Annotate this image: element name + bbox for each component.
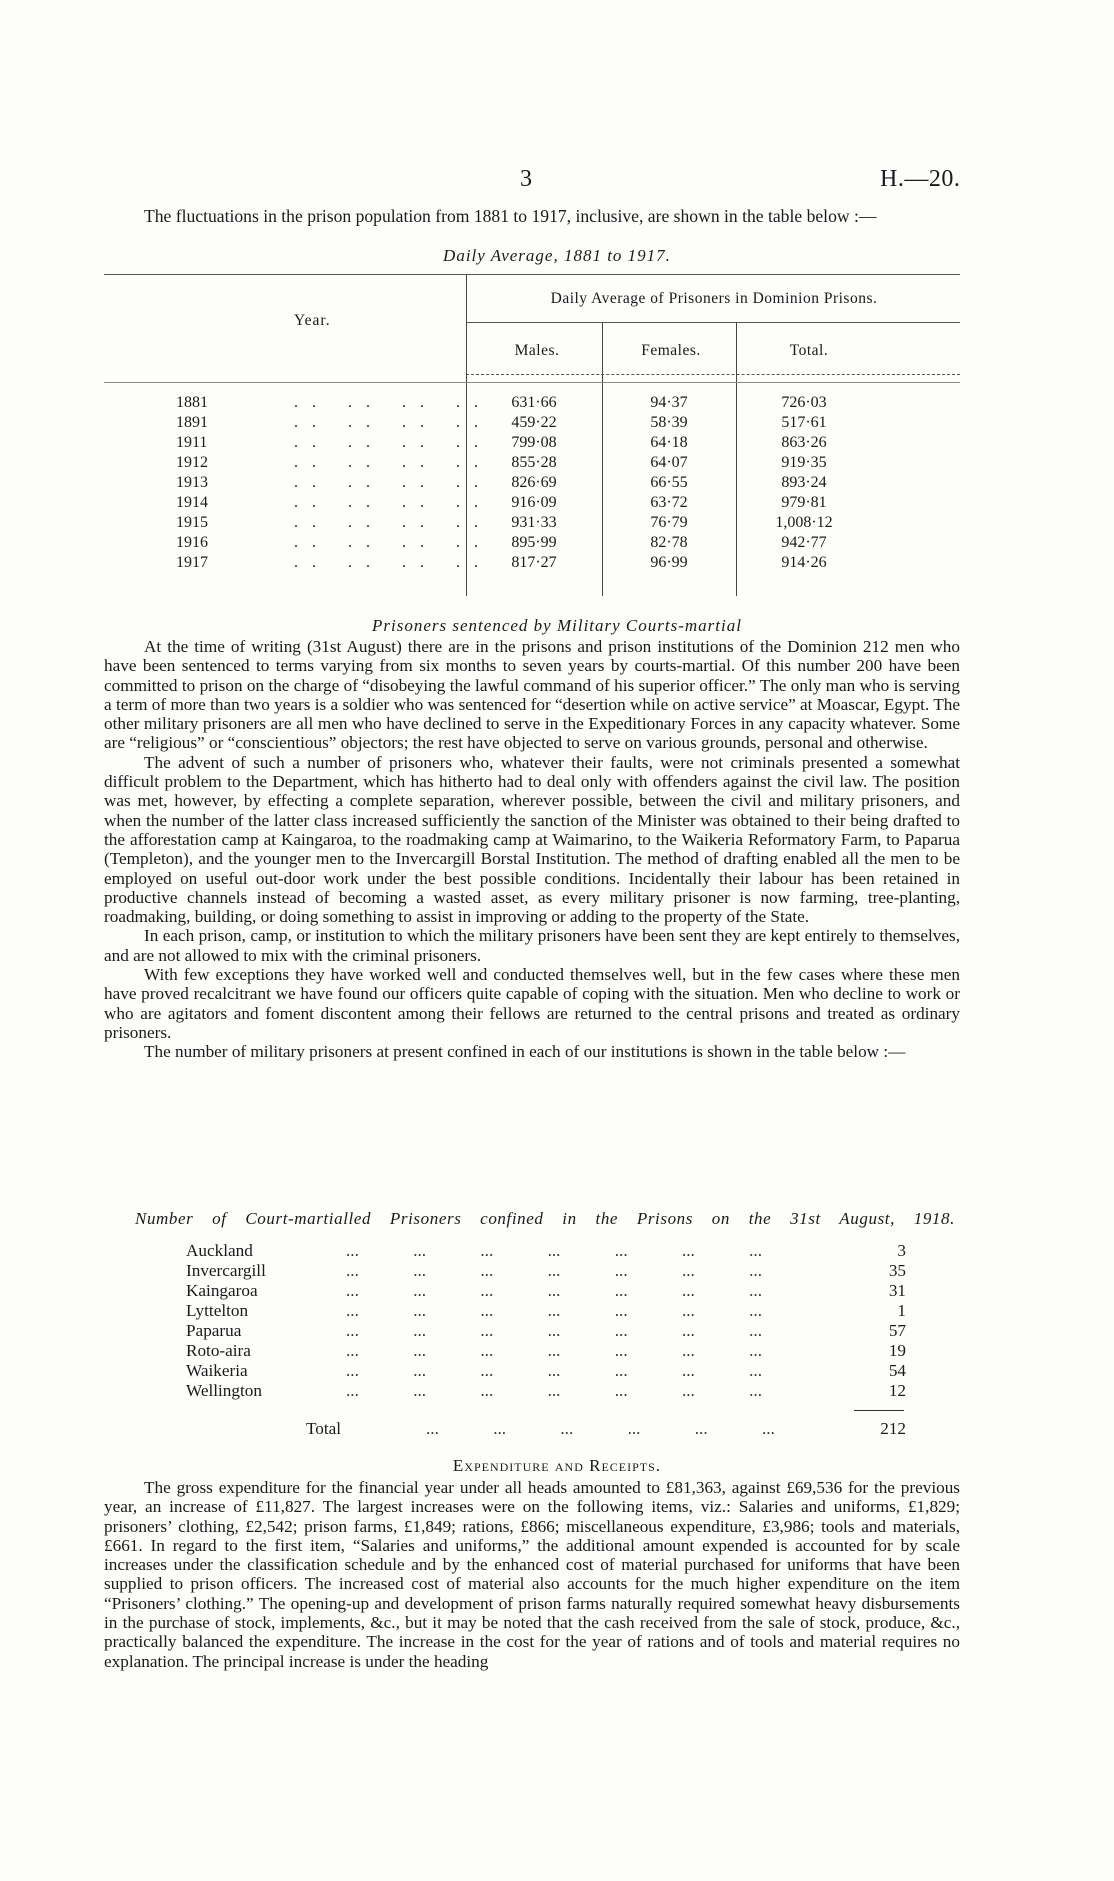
col-header-rule — [466, 374, 960, 375]
row-males: 826·69 — [511, 474, 557, 491]
paragraph: The advent of such a number of prisoners who, whatever their faults, were not criminals presented a somewhat difficult problem to the Department, which has hitherto had to deal only with offenders against the civil law. The position was met, however, by effecting a complete separation, wherever possible, between the civil and military prisoners, and when the number of the latter class increased sufficiently the sanction of the Minister was obtained to their being drafted to the afforestation camp at Kaingaroa, to the roadmaking camp at Waimarino, to the Waikeria Reformatory Farm, to Paparua (Templeton), and the younger men to the Invercargill Borstal Institution. The method of drafting enabled all the men to be employed on useful out-door work under the best possible conditions. Incidentally their labour has been retained in productive channels instead of becoming a wasted asset, as every military prisoner is now farming, tree-planting, roadmaking, building, or doing something to assist in improving or adding to the property of the State. — [104, 752, 960, 927]
intro-paragraph: The fluctuations in the prison population from 1881 to 1917, inclusive, are shown in the table below :— — [144, 206, 877, 226]
list-item — [186, 1361, 906, 1381]
institution-count: 54 — [888, 1361, 906, 1380]
institution-count: 19 — [888, 1341, 906, 1360]
row-total: 726·03 — [781, 394, 827, 411]
leader-dots: .. .. .. .. — [294, 514, 492, 531]
list-item — [186, 1241, 906, 1261]
table-row — [104, 454, 960, 474]
institution-count: 35 — [888, 1261, 906, 1280]
leader-dots: ... ... ... ... ... ... ... — [346, 1361, 763, 1380]
total-label: Total — [306, 1419, 342, 1438]
table-row — [104, 414, 960, 434]
leader-dots: .. .. .. .. — [294, 474, 492, 491]
table-row — [104, 394, 960, 414]
group-header: Daily Average of Prisoners in Dominion Prisons. — [550, 290, 878, 307]
leader-dots: ... ... ... ... ... ... ... — [346, 1381, 763, 1400]
paragraph: In each prison, camp, or institution to which the military prisoners have been sent they are kept entirely to themselves, and are not allowed to mix with the criminal prisoners. — [104, 926, 960, 965]
list-item — [186, 1281, 906, 1301]
row-total: 919·35 — [781, 454, 827, 471]
table-row — [104, 554, 960, 574]
leader-dots: ... ... ... ... ... ... ... — [346, 1281, 763, 1300]
institution-name: Roto-aira — [186, 1341, 251, 1360]
expenditure-title: Expenditure and Receipts. — [452, 1456, 662, 1475]
leader-dots: .. .. .. .. — [294, 454, 492, 471]
col-header-total: Total. — [789, 342, 829, 359]
leader-dots: ... ... ... ... ... ... ... — [346, 1341, 763, 1360]
paragraph: At the time of writing (31st August) there are in the prisons and prison institutions of the Dominion 212 men who have been sentenced to terms varying from six months to seven years by courts-martial. Of this number 200 have been committed to prison on the charge of “disobeying the lawful command of his superior officer.” The only man who is serving a term of more than two years is a soldier who was sentenced for “desertion while on active service” at Moascar, Egypt. The other military prisoners are all men who have declined to serve in the Expeditionary Forces in any capacity whatever. Some are “religious” or “conscientious” objectors; the rest have objected to serve on various grounds, personal and otherwise. — [104, 637, 960, 753]
total-rule — [854, 1410, 904, 1411]
leader-dots: .. .. .. .. — [294, 434, 492, 451]
table-row — [104, 494, 960, 514]
row-females: 66·55 — [650, 474, 688, 491]
leader-dots: ... ... ... ... ... ... ... — [346, 1241, 763, 1260]
table-row — [104, 514, 960, 534]
row-total: 914·26 — [781, 554, 827, 571]
leader-dots: .. .. .. .. — [294, 394, 492, 411]
row-males: 631·66 — [511, 394, 557, 411]
table-row — [104, 534, 960, 554]
row-total: 979·81 — [781, 494, 827, 511]
leader-dots: .. .. .. .. — [294, 554, 492, 571]
table-row — [104, 434, 960, 454]
row-females: 63·72 — [650, 494, 688, 511]
row-males: 855·28 — [511, 454, 557, 471]
row-males: 931·33 — [511, 514, 557, 531]
row-females: 58·39 — [650, 414, 688, 431]
row-year: 1915 — [176, 514, 208, 531]
row-year: 1912 — [176, 454, 208, 471]
table-top-rule — [104, 274, 960, 275]
institution-count: 3 — [897, 1241, 906, 1260]
leader-dots: ... ... ... ... ... ... ... — [346, 1321, 763, 1340]
table-header-rule — [104, 382, 960, 383]
institution-count: 12 — [888, 1381, 906, 1400]
row-year: 1891 — [176, 414, 208, 431]
institution-name: Paparua — [186, 1321, 242, 1340]
row-females: 94·37 — [650, 394, 688, 411]
list-item — [186, 1261, 906, 1281]
institution-name: Kaingaroa — [186, 1281, 258, 1300]
paragraph: With few exceptions they have worked well and conducted themselves well, but in the few cases where these men have proved recalcitrant we have found our officers quite capable of coping with the situation. Men who decline to work or who are agitators and foment discontent among their fellows are returned to the central prisons and treated as ordinary prisoners. — [104, 965, 960, 1042]
row-total: 893·24 — [781, 474, 827, 491]
leader-dots: .. .. .. .. — [294, 534, 492, 551]
row-females: 64·18 — [650, 434, 688, 451]
row-total: 863·26 — [781, 434, 827, 451]
expenditure-body — [104, 1478, 960, 1671]
leader-dots: .. .. .. .. — [294, 414, 492, 431]
total-row — [186, 1419, 906, 1439]
leader-dots: ... ... ... ... ... ... — [426, 1419, 775, 1438]
paragraph: The gross expenditure for the financial year under all heads amounted to £81,363, against £69,536 for the previous year, an increase of £11,827. The largest increases were on the following items, viz.: Salaries and uniforms, £1,829; prisoners’ clothing, £2,542; prison farms, £1,849; rations, £866; miscellaneous expenditure, £3,986; tools and materials, £661. In regard to the first item, “Salaries and uniforms,” the additional amount expended is accounted for by scale increases under the classification schedule and by the enhanced cost of material purchased for uniforms that have been supplied to prison officers. The increased cost of material also accounts for the much higher expenditure on the item “Prisoners’ clothing.” The opening-up and development of prison farms naturally required somewhat heavy disbursements in the purchase of stock, implements, &c., but it may be noted that the cash received from the sale of stock, produce, &c., practically balanced the expenditure. The increase in the cost for the year of rations and of tools and material requires no explanation. The principal increase is under the heading — [104, 1478, 960, 1671]
year-header: Year. — [294, 312, 331, 329]
row-females: 82·78 — [650, 534, 688, 551]
institution-name: Waikeria — [186, 1361, 248, 1380]
military-table-caption: Number of Court-martialled Prisoners confined in the Prisons on the 31st August, 1918. — [135, 1209, 955, 1228]
leader-dots: ... ... ... ... ... ... ... — [346, 1261, 763, 1280]
court-martial-body — [104, 637, 960, 1062]
institution-count: 31 — [888, 1281, 906, 1300]
row-males: 459·22 — [511, 414, 557, 431]
row-females: 64·07 — [650, 454, 688, 471]
col-header-females: Females. — [641, 342, 701, 359]
list-item — [186, 1321, 906, 1341]
row-year: 1911 — [176, 434, 208, 451]
row-year: 1916 — [176, 534, 208, 551]
row-males: 799·08 — [511, 434, 557, 451]
row-males: 817·27 — [511, 554, 557, 571]
row-total: 942·77 — [781, 534, 827, 551]
group-header-rule — [466, 322, 960, 323]
institution-name: Wellington — [186, 1381, 262, 1400]
population-table-caption: Daily Average, 1881 to 1917. — [443, 246, 671, 265]
row-males: 895·99 — [511, 534, 557, 551]
table-row — [104, 474, 960, 494]
row-total: 517·61 — [781, 414, 827, 431]
row-year: 1914 — [176, 494, 208, 511]
row-year: 1913 — [176, 474, 208, 491]
list-item — [186, 1381, 906, 1401]
col-header-males: Males. — [514, 342, 560, 359]
row-year: 1881 — [176, 394, 208, 411]
list-item — [186, 1341, 906, 1361]
row-total: 1,008·12 — [775, 514, 833, 531]
total-value: 212 — [880, 1419, 906, 1438]
row-year: 1917 — [176, 554, 208, 571]
court-martial-title: Prisoners sentenced by Military Courts-martial — [372, 616, 742, 635]
institution-name: Lyttelton — [186, 1301, 249, 1320]
institution-name: Invercargill — [186, 1261, 266, 1280]
population-table — [104, 270, 960, 595]
leader-dots: .. .. .. .. — [294, 494, 492, 511]
list-item — [186, 1301, 906, 1321]
institution-count: 1 — [897, 1301, 906, 1320]
leader-dots: ... ... ... ... ... ... ... — [346, 1301, 763, 1320]
row-females: 96·99 — [650, 554, 688, 571]
paragraph: The number of military prisoners at present confined in each of our institutions is shown in the table below :— — [144, 1042, 906, 1062]
institution-count: 57 — [888, 1321, 906, 1340]
row-females: 76·79 — [650, 514, 688, 531]
institution-name: Auckland — [186, 1241, 253, 1260]
page-number: 3 — [520, 166, 532, 192]
row-males: 916·09 — [511, 494, 557, 511]
document-reference: H.—20. — [880, 166, 961, 192]
